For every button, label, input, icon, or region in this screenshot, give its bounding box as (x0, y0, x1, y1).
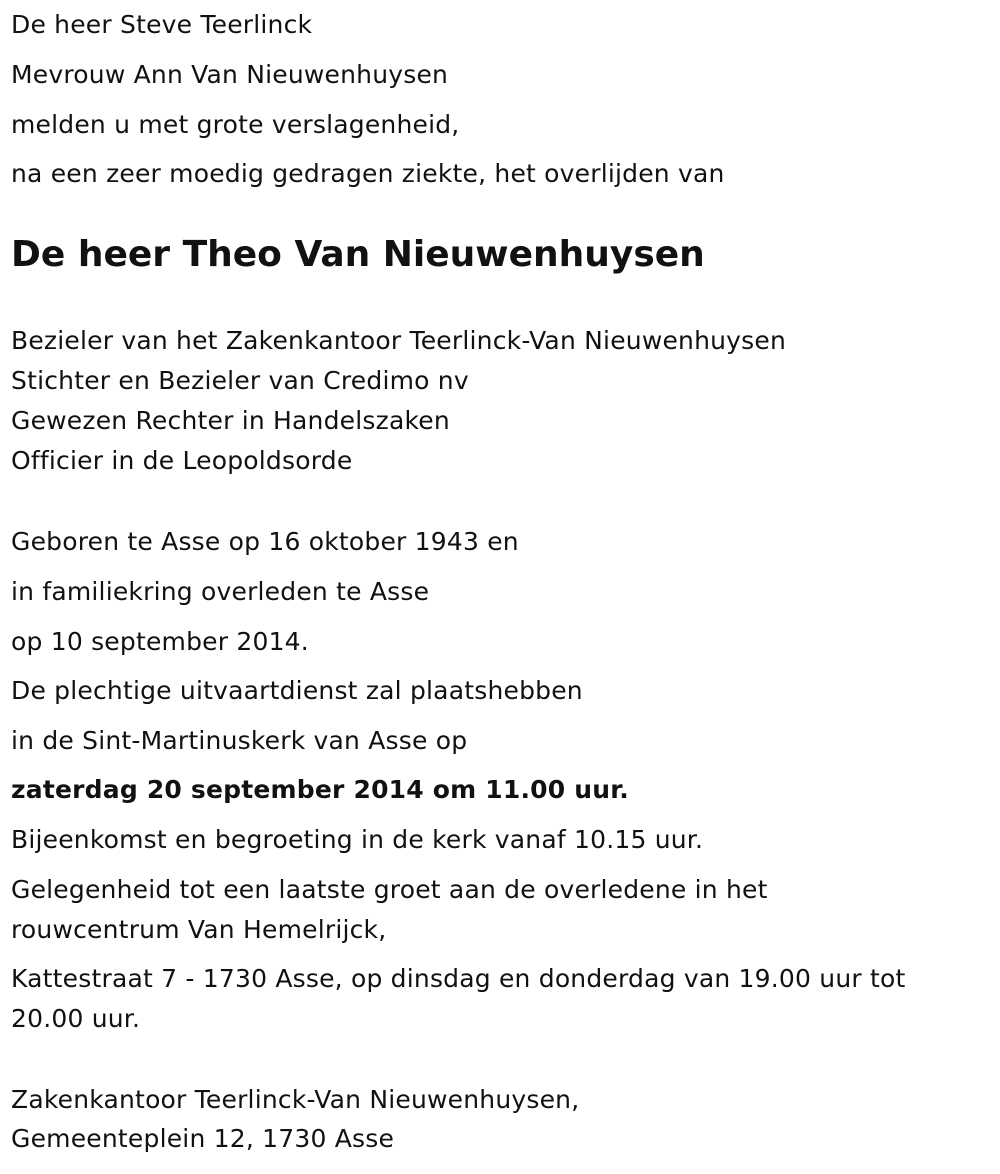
footer-office: Zakenkantoor Teerlinck-Van Nieuwenhuysen, (11, 1085, 580, 1114)
title-line: Bezieler van het Zakenkantoor Teerlinck-Van Nieuwenhuysen (11, 326, 787, 355)
service-church-line: in de Sint-Martinuskerk van Asse op (11, 726, 468, 755)
address-line: Kattestraat 7 - 1730 Asse, op dinsdag en donderdag van 19.00 uur tot (11, 964, 906, 993)
death-date-line: op 10 september 2014. (11, 627, 309, 656)
title-line: Stichter en Bezieler van Credimo nv (11, 366, 469, 395)
service-datetime-line: zaterdag 20 september 2014 om 11.00 uur. (11, 775, 629, 804)
death-place-line: in familiekring overleden te Asse (11, 577, 430, 606)
gathering-line: Bijeenkomst en begroeting in de kerk vanaf 10.15 uur. (11, 825, 704, 854)
title-line: Officier in de Leopoldsorde (11, 446, 353, 475)
birth-line: Geboren te Asse op 16 oktober 1943 en (11, 527, 519, 556)
farewell-line: Gelegenheid tot een laatste groet aan de overledene in het (11, 875, 768, 904)
announcer-line: De heer Steve Teerlinck (11, 10, 313, 39)
announcement-line: na een zeer moedig gedragen ziekte, het overlijden van (11, 159, 725, 188)
footer-address: Gemeenteplein 12, 1730 Asse (11, 1124, 395, 1153)
service-intro-line: De plechtige uitvaartdienst zal plaatshebben (11, 676, 583, 705)
deceased-name: De heer Theo Van Nieuwenhuysen (11, 234, 705, 275)
title-line: Gewezen Rechter in Handelszaken (11, 406, 450, 435)
farewell-line: rouwcentrum Van Hemelrijck, (11, 915, 387, 944)
address-line: 20.00 uur. (11, 1004, 141, 1033)
announcement-line: melden u met grote verslagenheid, (11, 110, 460, 139)
announcer-line: Mevrouw Ann Van Nieuwenhuysen (11, 60, 449, 89)
